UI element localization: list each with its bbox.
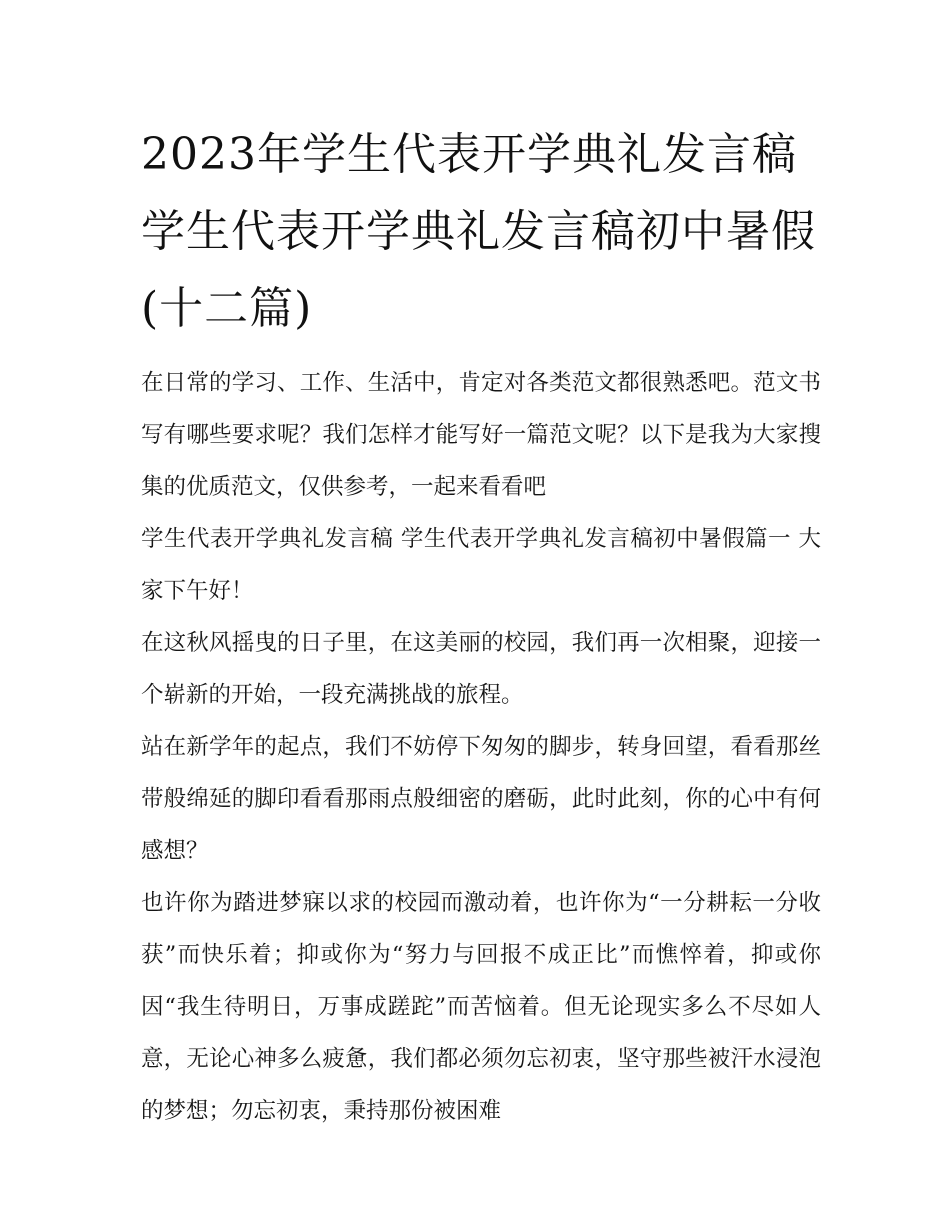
- document-title: 2023年学生代表开学典礼发言稿 学生代表开学典礼发言稿初中暑假(十二篇): [141, 129, 816, 334]
- paragraph-autumn: 在这秋风摇曳的日子里，在这美丽的校园，我们再一次相聚，迎接一个崭新的开始，一段充满挑战的旅程。: [141, 630, 821, 708]
- paragraph-heading: 学生代表开学典礼发言稿 学生代表开学典礼发言稿初中暑假篇一 大家下午好！: [141, 526, 821, 604]
- paragraph-intro: 在日常的学习、工作、生活中，肯定对各类范文都很熟悉吧。范文书写有哪些要求呢？我们怎样才能写好一篇范文呢？以下是我为大家搜集的优质范文，仅供参考，一起来看看吧: [141, 370, 821, 500]
- paragraph-original-intent: 也许你为踏进梦寐以求的校园而激动着，也许你为“一分耕耘一分收获”而快乐着；抑或你为“努力与回报不成正比”而憔悴着，抑或你因“我生待明日，万事成蹉跎”而苦恼着。但无论现实多么不尽如人意，无论心神多么疲惫，我们都必须勿忘初衷，坚守那些被汗水浸泡的梦想；勿忘初衷，秉持那份被困难: [141, 890, 821, 1124]
- document-body: [141, 116, 821, 1137]
- paragraph-new-year: 站在新学年的起点，我们不妨停下匆匆的脚步，转身回望，看看那丝带般绵延的脚印看看那雨点般细密的磨砺，此时此刻，你的心中有何感想？: [141, 734, 821, 864]
